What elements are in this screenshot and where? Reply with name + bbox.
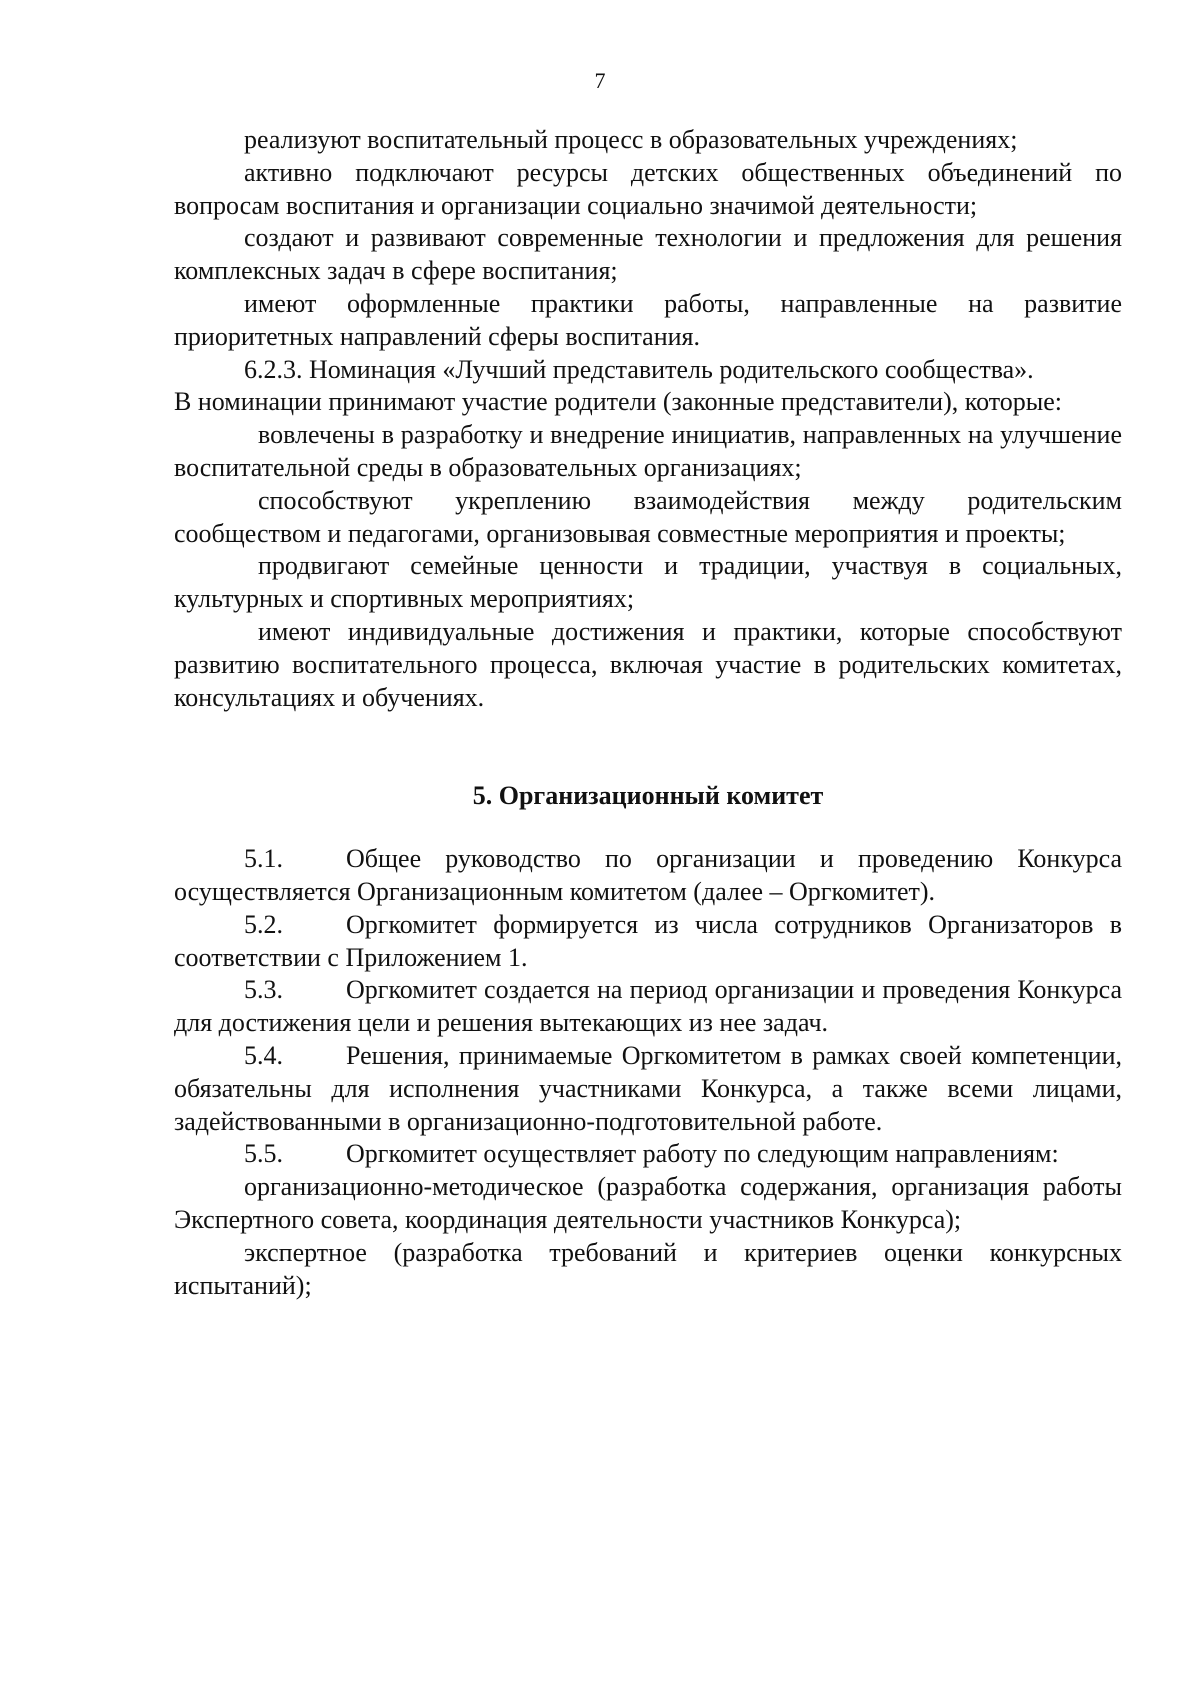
clause-number: 5.2. [244, 909, 283, 939]
list-item: имеют индивидуальные достижения и практики, которые способствуют развитию воспитательного процесса, включая участие в родительских комитетах, консультациях и обучениях. [174, 616, 1122, 712]
clause [174, 843, 1122, 909]
clause-text: Оргкомитет осуществляет работу по следующим направлениям: [346, 1139, 1059, 1169]
clause-text: Оргкомитет создается на период организации и проведения Конкурса для достижения цели и решения вытекающих из нее задач. [174, 975, 1122, 1038]
list-item: активно подключают ресурсы детских общественных объединений по вопросам воспитания и организации социально значимой деятельности; [174, 157, 1122, 220]
clause-number: 5.3. [244, 975, 283, 1005]
page-number: 7 [594, 68, 606, 93]
clause-text: Решения, принимаемые Оргкомитетом в рамках своей компетенции, обязательны для исполнения участниками Конкурса, а также всеми лицами, задействованными в организационно-подготовительной работе. [174, 1040, 1122, 1136]
list-item: создают и развивают современные технологии и предложения для решения комплексных задач в сфере воспитания; [174, 223, 1122, 286]
clause-number: 5.1. [244, 844, 283, 874]
list-item: организационно-методическое (разработка содержания, организация работы Экспертного совета, координация деятельности участников Конкурса); [174, 1172, 1122, 1234]
list-item: имеют оформленные практики работы, направленные на развитие приоритетных направлений сферы воспитания. [174, 288, 1122, 351]
list-item: способствуют укреплению взаимодействия между родительским сообществом и педагогами, организовывая совместные мероприятия и проекты; [174, 485, 1122, 548]
clause-number: 5.5. [244, 1139, 283, 1169]
clause [174, 909, 1122, 975]
nomination-title: 6.2.3. Номинация «Лучший представитель родительского сообщества». [244, 354, 1034, 384]
list-item: экспертное (разработка требований и критериев оценки конкурсных испытаний); [174, 1237, 1122, 1300]
clause-text: Оргкомитет формируется из числа сотрудников Организаторов в соответствии с Приложением 1. [174, 909, 1122, 972]
clause-text: Общее руководство по организации и проведению Конкурса осуществляется Организационным комитетом (далее – Оргкомитет). [174, 844, 1122, 906]
clause [174, 1138, 1122, 1171]
clause [174, 1040, 1122, 1138]
list-item: продвигают семейные ценности и традиции, участвуя в социальных, культурных и спортивных мероприятиях; [174, 551, 1122, 614]
clause [174, 974, 1122, 1040]
section-heading: 5. Организационный комитет [472, 781, 824, 811]
document-body [174, 124, 1122, 1302]
clause-number: 5.4. [244, 1040, 283, 1070]
nomination-intro: В номинации принимают участие родители (законные представители), которые: [174, 387, 1062, 417]
list-item: вовлечены в разработку и внедрение инициатив, направленных на улучшение воспитательной среды в образовательных организациях; [174, 420, 1122, 482]
list-item: реализуют воспитательный процесс в образовательных учреждениях; [244, 125, 1018, 154]
